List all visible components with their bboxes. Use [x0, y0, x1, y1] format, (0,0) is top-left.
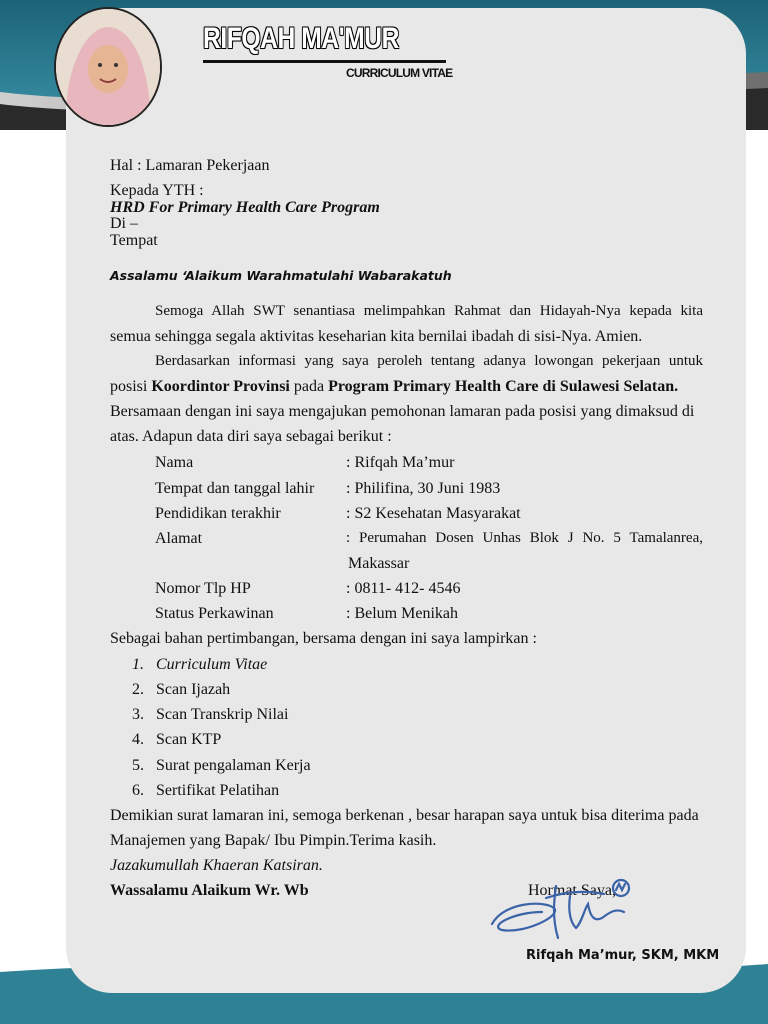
paragraph-1-line-1: Semoga Allah SWT senantiasa melimpahkan Rahmat dan Hidayah-Nya kepada kita	[155, 303, 703, 319]
list-item: Sertifikat Pelatihan	[156, 782, 280, 799]
list-item: Curriculum Vitae	[156, 656, 268, 673]
list-item-number: 4.	[132, 731, 144, 748]
jazakumullah-line: Jazakumullah Khaeran Katsiran.	[110, 857, 323, 874]
position-prefix: posisi	[110, 378, 152, 395]
header-name: RIFQAH MA'MUR	[203, 22, 399, 55]
detail-value: : Belum Menikah	[346, 605, 458, 622]
header-subtitle: CURRICULUM VITAE	[346, 66, 453, 80]
hormat-saya: Hormat Saya,	[528, 882, 616, 899]
detail-value: : Rifqah Ma’mur	[346, 454, 455, 471]
detail-label: Tempat dan tanggal lahir	[155, 480, 315, 497]
subject-line: Hal : Lamaran Pekerjaan	[110, 157, 270, 174]
profile-photo	[54, 7, 162, 127]
list-item-number: 5.	[132, 757, 144, 774]
detail-label: Pendidikan terakhir	[155, 505, 281, 522]
detail-value: : Philifina, 30 Juni 1983	[346, 480, 501, 497]
paragraph-2-line-3: Bersamaan dengan ini saya mengajukan pemohonan lamaran pada posisi yang dimaksud di	[110, 403, 695, 420]
recipient: HRD For Primary Health Care Program	[110, 199, 380, 216]
list-item: Scan Transkrip Nilai	[156, 706, 289, 723]
detail-value-continued: Makassar	[348, 555, 410, 572]
list-item-number: 2.	[132, 681, 144, 698]
attachment-intro: Sebagai bahan pertimbangan, bersama dengan ini saya lampirkan :	[110, 630, 537, 647]
program-name: Program Primary Health Care di Sulawesi Selatan.	[328, 378, 679, 395]
list-item: Scan Ijazah	[156, 681, 231, 698]
detail-label: Nomor Tlp HP	[155, 580, 251, 597]
closing-line-1: Demikian surat lamaran ini, semoga berkenan , besar harapan saya untuk bisa diterima pada	[110, 807, 699, 824]
detail-value: : S2 Kesehatan Masyarakat	[346, 505, 521, 522]
tempat-line: Tempat	[110, 232, 158, 249]
list-item: Scan KTP	[156, 731, 222, 748]
list-item: Surat pengalaman Kerja	[156, 757, 311, 774]
paragraph-2-line-2	[110, 378, 678, 396]
to-line: Kepada YTH :	[110, 182, 204, 199]
detail-label: Nama	[155, 454, 194, 471]
detail-value: : 0811- 412- 4546	[346, 580, 461, 597]
paragraph-1-line-2: semua sehingga segala aktivitas keseharian kita bernilai ibadah di sisi-Nya. Amien.	[110, 328, 643, 345]
signer-name: Rifqah Ma’mur, SKM, MKM	[526, 948, 720, 963]
di-line: Di –	[110, 215, 138, 232]
detail-label: Alamat	[155, 530, 203, 547]
wassalam-line: Wassalamu Alaikum Wr. Wb	[110, 882, 309, 899]
position-name: Koordintor Provinsi	[151, 378, 290, 395]
paragraph-2-line-4: atas. Adapun data diri saya sebagai berikut :	[110, 428, 392, 445]
closing-line-2: Manajemen yang Bapak/ Ibu Pimpin.Terima kasih.	[110, 832, 437, 849]
paragraph-2-line-1: Berdasarkan informasi yang saya peroleh tentang adanya lowongan pekerjaan untuk	[155, 353, 703, 369]
signature-icon	[484, 872, 644, 950]
list-item-number: 1.	[132, 656, 144, 673]
detail-label: Status Perkawinan	[155, 605, 274, 622]
list-item-number: 3.	[132, 706, 144, 723]
list-item-number: 6.	[132, 782, 144, 799]
header-name-rule	[203, 60, 446, 63]
greeting: Assalamu ‘Alaikum Warahmatulahi Wabarakatuh	[110, 268, 452, 283]
detail-value: : Perumahan Dosen Unhas Blok J No. 5 Tamalanrea,	[346, 530, 703, 546]
position-mid: pada	[289, 378, 329, 395]
